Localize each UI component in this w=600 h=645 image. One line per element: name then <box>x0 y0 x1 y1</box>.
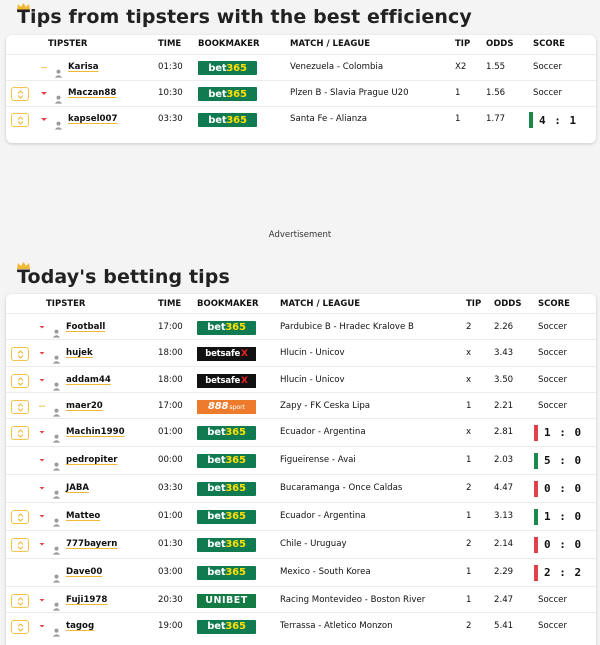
tip-value: 1 <box>466 510 472 521</box>
column-header-odds: ODDS <box>486 39 514 49</box>
bookmaker-logo-suffix: X <box>241 348 248 359</box>
match-league[interactable]: Zapy - FK Ceska Lipa <box>280 400 371 411</box>
table-row[interactable] <box>6 54 596 80</box>
tip-value: x <box>466 347 472 358</box>
sport-label: Soccer <box>538 347 567 358</box>
expand-row-button[interactable] <box>11 510 29 524</box>
tipster-link[interactable]: addam44 <box>66 374 111 385</box>
score-result <box>534 537 582 553</box>
tip-value: 1 <box>455 114 461 124</box>
score-text: 5 : 0 <box>544 454 583 467</box>
bookmaker-logo-suffix: 365 <box>225 539 246 550</box>
score-status-bar <box>534 425 538 441</box>
table-row[interactable] <box>6 612 596 639</box>
odds-value: 1.56 <box>486 88 506 98</box>
table-row[interactable] <box>6 392 596 419</box>
score-text: 2 : 2 <box>544 566 583 579</box>
match-time: 17:00 <box>158 321 183 332</box>
expand-row-button[interactable] <box>11 87 29 101</box>
bookmaker-logo-suffix: 365 <box>226 114 247 126</box>
trend-arrow-icon <box>39 405 45 408</box>
trend-arrow-icon <box>39 379 45 382</box>
bookmaker-logo-text: bet <box>207 539 226 550</box>
user-icon <box>52 456 61 465</box>
column-header-match: MATCH / LEAGUE <box>280 299 361 309</box>
bookmaker-logo-text: bet <box>207 322 226 333</box>
tipster-link[interactable]: Karisa <box>68 62 99 72</box>
match-time: 19:00 <box>158 620 183 631</box>
table-row[interactable] <box>6 530 596 557</box>
tipster-link[interactable]: tagog <box>66 620 95 631</box>
odds-value: 2.21 <box>494 400 514 411</box>
match-league[interactable]: Hlucin - Unicov <box>280 374 345 385</box>
user-icon <box>52 376 61 385</box>
tip-value: 2 <box>466 482 472 493</box>
bookmaker-logo-text: bet <box>208 114 227 126</box>
expand-row-button[interactable] <box>11 538 29 552</box>
user-icon <box>52 568 61 577</box>
bookmaker-logo-bet365[interactable] <box>197 510 256 524</box>
user-icon <box>52 402 61 411</box>
table-row[interactable] <box>6 418 596 445</box>
user-icon <box>54 89 63 98</box>
match-league[interactable]: Figueirense - Avai <box>280 454 356 465</box>
user-icon <box>52 596 61 605</box>
tipster-link[interactable]: Dave00 <box>66 566 103 577</box>
table-row[interactable] <box>6 106 596 132</box>
tipster-link[interactable]: Machin1990 <box>66 426 125 437</box>
tip-value: 2 <box>466 620 472 631</box>
column-header-bookmaker: BOOKMAKER <box>197 299 259 309</box>
bookmaker-logo-unibet[interactable] <box>197 594 256 608</box>
bookmaker-logo-text: bet <box>207 621 226 632</box>
match-league[interactable]: Terrassa - Atletico Monzon <box>280 620 393 631</box>
user-icon <box>52 349 61 358</box>
tip-value: 1 <box>466 400 472 411</box>
odds-value: 2.29 <box>494 566 514 577</box>
score-text: 0 : 0 <box>544 482 583 495</box>
bookmaker-logo-betsafe[interactable] <box>197 374 256 388</box>
table-row[interactable] <box>6 586 596 613</box>
tip-value: 1 <box>466 454 472 465</box>
bookmaker-logo-bet365[interactable] <box>197 566 256 580</box>
tipster-link[interactable]: 777bayern <box>66 538 118 549</box>
odds-value: 2.26 <box>494 321 514 332</box>
match-league[interactable]: Chile - Uruguay <box>280 538 347 549</box>
match-league[interactable]: Hlucin - Unicov <box>280 347 345 358</box>
bookmaker-logo-suffix: 365 <box>226 62 247 74</box>
tipster-link[interactable]: Maczan88 <box>68 88 117 98</box>
user-icon <box>52 484 61 493</box>
score-text: 1 : 0 <box>544 510 583 523</box>
user-icon <box>52 512 61 521</box>
match-league[interactable]: Santa Fe - Alianza <box>290 114 368 124</box>
match-time: 01:00 <box>158 426 183 437</box>
match-time: 00:00 <box>158 454 183 465</box>
table-row[interactable] <box>6 339 596 366</box>
table-row[interactable] <box>6 80 596 106</box>
tip-value: 1 <box>466 594 472 605</box>
match-time: 20:30 <box>158 594 183 605</box>
odds-value: 4.47 <box>494 482 514 493</box>
match-time: 17:00 <box>158 400 183 411</box>
bookmaker-logo-bet365[interactable] <box>198 113 257 127</box>
trend-arrow-icon <box>39 487 45 490</box>
tipster-link[interactable]: JABA <box>66 482 90 493</box>
trend-arrow-icon <box>39 625 45 628</box>
bookmaker-logo-bet365[interactable] <box>197 538 256 552</box>
column-header-tipster: TIPSTER <box>46 299 86 309</box>
tip-value: x <box>466 374 472 385</box>
sport-label: Soccer <box>538 400 567 411</box>
sport-label: Soccer <box>533 62 562 72</box>
trend-arrow-icon <box>41 66 47 69</box>
chevron-updown-icon <box>17 90 24 99</box>
chevron-updown-icon <box>17 429 24 438</box>
trend-arrow-icon <box>41 92 47 95</box>
tipster-link[interactable]: hujek <box>66 347 93 358</box>
chevron-updown-icon <box>17 377 24 386</box>
expand-row-button[interactable] <box>11 426 29 440</box>
match-league[interactable]: Racing Montevideo - Boston River <box>280 594 426 605</box>
tip-value: 1 <box>455 88 461 98</box>
odds-value: 2.47 <box>494 594 514 605</box>
match-league[interactable]: Ecuador - Argentina <box>280 426 366 437</box>
sport-label: Soccer <box>538 620 567 631</box>
odds-value: 2.81 <box>494 426 514 437</box>
bookmaker-logo-text: bet <box>207 483 226 494</box>
score-status-bar <box>534 509 538 525</box>
column-header-bookmaker: BOOKMAKER <box>198 39 260 49</box>
bookmaker-logo-suffix: 365 <box>226 88 247 100</box>
match-league[interactable]: Mexico - South Korea <box>280 566 371 577</box>
match-time: 01:30 <box>158 62 183 72</box>
score-result <box>534 509 582 525</box>
trend-arrow-icon <box>39 459 45 462</box>
bookmaker-logo-suffix: sport <box>229 402 245 411</box>
tip-value: 2 <box>466 321 472 332</box>
score-result <box>534 425 582 441</box>
bookmaker-logo-suffix: 365 <box>225 455 246 466</box>
section-title-best-efficiency: Tips from tipsters with the best efficiency <box>17 6 472 28</box>
bookmaker-logo-suffix: 365 <box>225 483 246 494</box>
bookmaker-logo-text: bet <box>207 511 226 522</box>
score-result <box>534 453 582 469</box>
table-row[interactable] <box>6 558 596 585</box>
table-row[interactable] <box>6 366 596 393</box>
trend-arrow-icon <box>39 543 45 546</box>
user-icon <box>54 115 63 124</box>
score-result <box>534 565 582 581</box>
user-icon <box>52 540 61 549</box>
expand-row-button[interactable] <box>11 347 29 361</box>
odds-value: 3.13 <box>494 510 514 521</box>
user-icon <box>54 63 63 72</box>
table-row[interactable] <box>6 313 596 340</box>
chevron-updown-icon <box>17 403 24 412</box>
bookmaker-logo-betsafe[interactable] <box>197 347 256 361</box>
bookmaker-logo-suffix: 365 <box>225 427 246 438</box>
tipster-link[interactable]: Matteo <box>66 510 101 521</box>
bookmaker-logo-bet365[interactable] <box>197 454 256 468</box>
sport-label: Soccer <box>538 594 567 605</box>
bookmaker-logo-text: 888 <box>208 401 229 412</box>
match-time: 01:00 <box>158 510 183 521</box>
bookmaker-logo-suffix: 365 <box>225 621 246 632</box>
chevron-updown-icon <box>17 623 24 632</box>
column-header-match: MATCH / LEAGUE <box>290 39 371 49</box>
tip-value: x <box>466 426 472 437</box>
expand-row-button[interactable] <box>11 113 29 127</box>
score-text: 4 : 1 <box>539 113 578 127</box>
table-row[interactable] <box>6 446 596 473</box>
column-header-tip: TIP <box>466 299 482 309</box>
tipster-link[interactable]: Fuji1978 <box>66 594 108 605</box>
trend-arrow-icon <box>39 326 45 329</box>
table-row[interactable] <box>6 502 596 529</box>
score-status-bar <box>534 537 538 553</box>
column-header-tipster: TIPSTER <box>48 39 88 49</box>
odds-value: 3.50 <box>494 374 514 385</box>
score-status-bar <box>534 565 538 581</box>
score-status-bar <box>534 453 538 469</box>
bookmaker-logo-text: betsafe <box>205 375 241 386</box>
match-time: 03:00 <box>158 566 183 577</box>
trend-arrow-icon <box>39 599 45 602</box>
sport-label: Soccer <box>533 88 562 98</box>
match-league[interactable]: Ecuador - Argentina <box>280 510 366 521</box>
tip-value: X2 <box>455 62 467 72</box>
match-league[interactable]: Plzen B - Slavia Prague U20 <box>290 88 409 98</box>
bookmaker-logo-text: bet <box>208 62 227 74</box>
bookmaker-logo-bet365[interactable] <box>197 426 256 440</box>
bookmaker-logo-text: bet <box>208 88 227 100</box>
bookmaker-logo-suffix: 365 <box>225 322 246 333</box>
tipster-link[interactable]: kapsel007 <box>68 114 118 124</box>
tipster-link[interactable]: maer20 <box>66 400 103 411</box>
odds-value: 2.03 <box>494 454 514 465</box>
user-icon <box>52 622 61 631</box>
expand-row-button[interactable] <box>11 620 29 634</box>
score-result <box>529 112 577 128</box>
section-title-todays-tips: Today's betting tips <box>17 266 230 288</box>
match-time: 03:30 <box>158 482 183 493</box>
match-league[interactable]: Bucaramanga - Once Caldas <box>280 482 403 493</box>
column-header-time: TIME <box>158 299 182 309</box>
bookmaker-logo-888sport[interactable] <box>197 400 256 414</box>
bookmaker-logo-text: betsafe <box>205 348 241 359</box>
bookmaker-logo-text: bet <box>207 427 226 438</box>
trend-arrow-icon <box>41 118 47 121</box>
user-icon <box>52 323 61 332</box>
tipster-link[interactable]: pedropiter <box>66 454 118 465</box>
score-text: 0 : 0 <box>544 538 583 551</box>
chevron-updown-icon <box>17 597 24 606</box>
tip-value: 1 <box>466 566 472 577</box>
chevron-updown-icon <box>17 116 24 125</box>
match-time: 03:30 <box>158 114 183 124</box>
match-time: 01:30 <box>158 538 183 549</box>
user-icon <box>52 428 61 437</box>
sport-label: Soccer <box>538 321 567 332</box>
column-header-score: SCORE <box>533 39 565 49</box>
score-status-bar <box>529 112 533 128</box>
expand-row-button[interactable] <box>11 374 29 388</box>
expand-row-button[interactable] <box>11 594 29 608</box>
bookmaker-logo-suffix: X <box>241 375 248 386</box>
chevron-updown-icon <box>17 513 24 522</box>
expand-row-button[interactable] <box>11 400 29 414</box>
advertisement-label: Advertisement <box>268 230 332 240</box>
bookmaker-logo-text: UNIBET <box>205 595 248 606</box>
odds-value: 3.43 <box>494 347 514 358</box>
score-status-bar <box>534 481 538 497</box>
match-time: 18:00 <box>158 374 183 385</box>
bookmaker-logo-text: bet <box>207 455 226 466</box>
bookmaker-logo-bet365[interactable] <box>198 87 257 101</box>
odds-value: 1.77 <box>486 114 506 124</box>
match-time: 10:30 <box>158 88 183 98</box>
bookmaker-logo-text: bet <box>207 567 226 578</box>
score-result <box>534 481 582 497</box>
chevron-updown-icon <box>17 350 24 359</box>
trend-arrow-icon <box>39 515 45 518</box>
trend-arrow-icon <box>39 352 45 355</box>
match-league[interactable]: Venezuela - Colombia <box>290 62 384 72</box>
score-text: 1 : 0 <box>544 426 583 439</box>
odds-value: 5.41 <box>494 620 514 631</box>
column-header-time: TIME <box>158 39 182 49</box>
sport-label: Soccer <box>538 374 567 385</box>
odds-value: 1.55 <box>486 62 506 72</box>
bookmaker-logo-bet365[interactable] <box>197 620 256 634</box>
tip-value: 2 <box>466 538 472 549</box>
bookmaker-logo-suffix: 365 <box>225 511 246 522</box>
chevron-updown-icon <box>17 541 24 550</box>
match-league[interactable]: Pardubice B - Hradec Kralove B <box>280 321 414 332</box>
column-header-odds: ODDS <box>494 299 522 309</box>
column-header-score: SCORE <box>538 299 570 309</box>
tipster-link[interactable]: Football <box>66 321 106 332</box>
todays-tips-table <box>6 294 596 645</box>
odds-value: 2.14 <box>494 538 514 549</box>
column-header-tip: TIP <box>455 39 471 49</box>
bookmaker-logo-bet365[interactable] <box>197 482 256 496</box>
bookmaker-logo-suffix: 365 <box>225 567 246 578</box>
match-time: 18:00 <box>158 347 183 358</box>
best-efficiency-table <box>6 35 596 143</box>
trend-arrow-icon <box>39 431 45 434</box>
bookmaker-logo-bet365[interactable] <box>198 61 257 75</box>
bookmaker-logo-bet365[interactable] <box>197 321 256 335</box>
table-row[interactable] <box>6 474 596 501</box>
